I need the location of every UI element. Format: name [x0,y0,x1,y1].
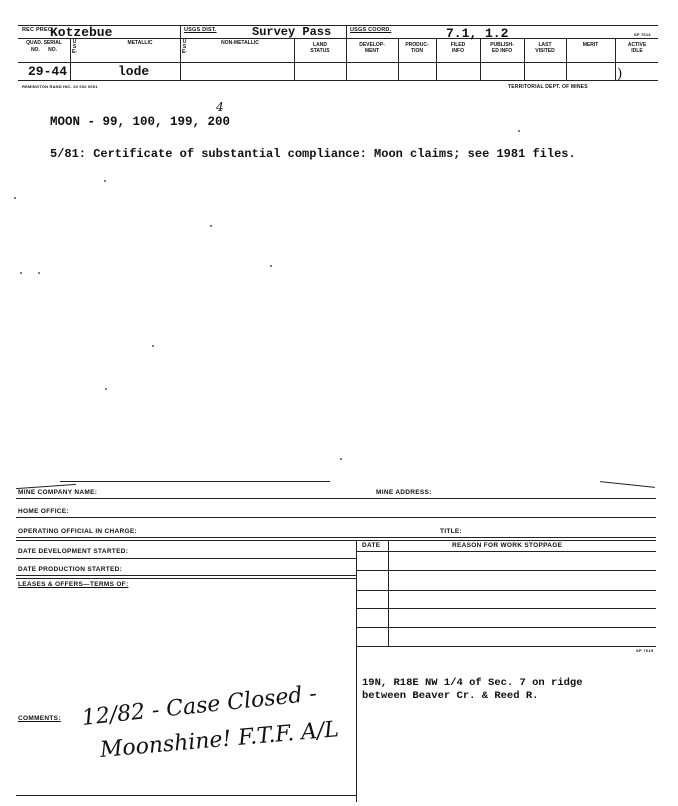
speck [105,388,107,390]
col-development: DEVELOP- MENT [359,42,385,54]
usgs-dist-label: USGS DIST. [184,27,217,33]
date-col-header: DATE [362,542,381,549]
operating-official-label: OPERATING OFFICIAL IN CHARGE: [18,528,137,535]
speck [20,272,22,274]
col-merit: MERIT [582,42,599,48]
speck [340,458,342,460]
handwritten-note-1: 12/82 - Case Closed - [80,681,319,731]
col-usgs-marker-2: U S E- [182,39,187,55]
metallic-value: lode [118,64,150,79]
rec-prec-label: REC PREC [22,27,53,33]
speck [14,197,16,199]
speck [104,180,106,182]
date-development-label: DATE DEVELOPMENT STARTED: [18,548,129,555]
printer-line: REMINGTON RAND INC. 20 602 0001 [22,84,98,89]
col-no-no: NO. NO. [30,47,58,53]
body-line-1: MOON - 99, 100, 199, 200 [50,115,231,129]
usgs-dist-value: Survey Pass [252,25,332,39]
form-number-2: SP 7015 [636,648,654,653]
col-production: PRODUC- TION [405,42,429,54]
col-published-info: PUBLISH- ED INFO [490,42,514,54]
form-number: SP 7014 [634,32,651,37]
speck [270,265,272,267]
usgs-coord-label: USGS COORD. [350,27,392,33]
rec-prec-value: Kotzebue [50,25,113,40]
comments-label: COMMENTS: [18,715,61,722]
speck [210,225,212,227]
speck [38,272,40,274]
leases-offers-label: LEASES & OFFERS—TERMS OF: [18,581,129,588]
active-mark: ) [617,66,623,82]
mine-address-label: MINE ADDRESS: [376,489,432,496]
location-line-2: between Beaver Cr. & Reed R. [362,690,539,702]
speck [518,130,520,132]
handwritten-note-2: Moonshine! F.T.F. A/L [98,717,340,763]
col-filed-info: FILED INFO [450,42,466,54]
col-nonmetallic: NON-METALLIC [221,40,259,46]
col-metallic: METALLIC [127,40,153,46]
date-production-label: DATE PRODUCTION STARTED: [18,566,123,573]
quad-serial-value: 29-44 [28,64,68,79]
territorial-dept: TERRITORIAL DEPT. OF MINES [508,84,588,90]
body-line-2: 5/81: Certificate of substantial compliance: Moon claims; see 1981 files. [50,147,576,161]
location-line-1: 19N, R18E NW 1/4 of Sec. 7 on ridge [362,677,583,689]
footnote-mark: 4 [216,100,224,114]
col-last-visited: LAST VISITED [535,42,555,54]
speck [152,345,154,347]
col-usgs-marker: U S E- [72,39,77,55]
reason-col-header: REASON FOR WORK STOPPAGE [452,542,563,549]
home-office-label: HOME OFFICE: [18,508,69,515]
title-label: TITLE: [440,528,463,535]
col-active-idle: ACTIVE IDLE [627,42,647,54]
mine-company-name-label: MINE COMPANY NAME: [18,489,98,496]
usgs-coord-value: 7.1, 1.2 [446,26,509,41]
col-quad-serial: QUAD. SERIAL [26,40,62,46]
col-land-status: LAND STATUS [310,42,330,54]
